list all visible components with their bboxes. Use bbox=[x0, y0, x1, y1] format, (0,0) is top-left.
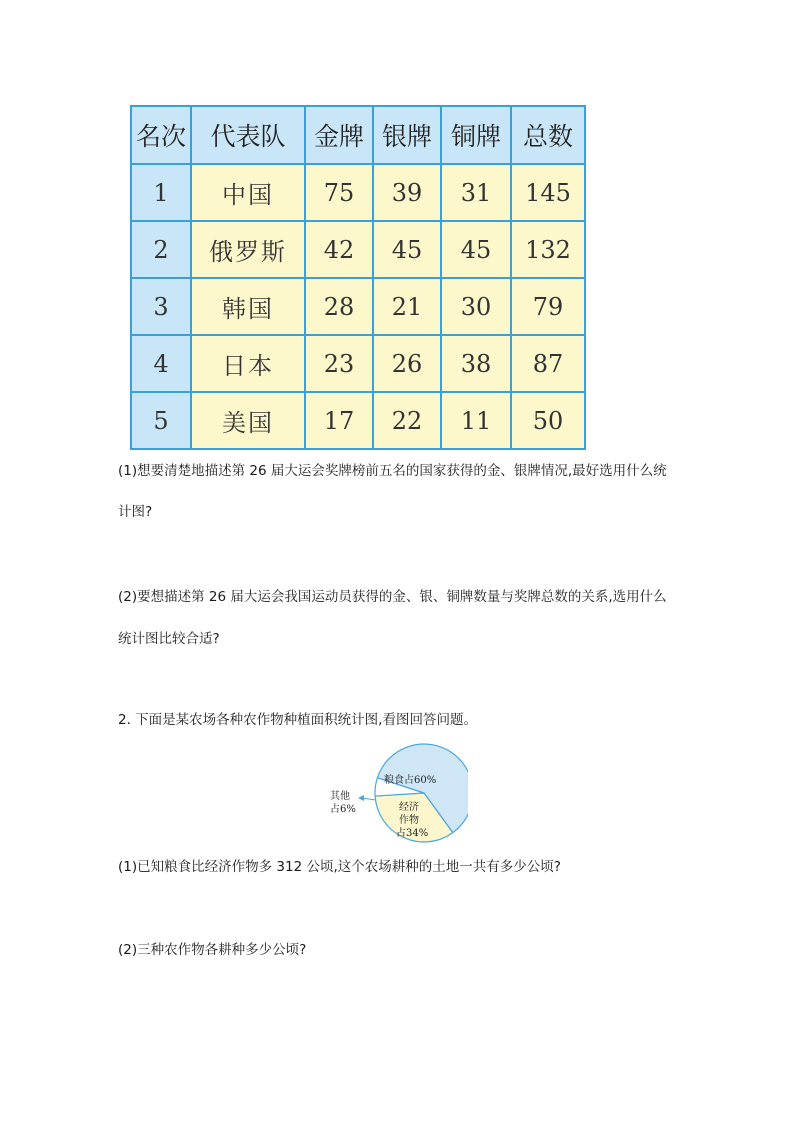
table-row bbox=[131, 392, 585, 449]
q2-title: 2. 下面是某农场各种农作物种植面积统计图,看图回答问题。 bbox=[118, 712, 477, 728]
q2-part1: (1)已知粮食比经济作物多 312 公顷,这个农场耕种的土地一共有多少公顷? bbox=[118, 859, 561, 875]
team-cell: 俄罗斯 bbox=[191, 221, 305, 278]
bronze-cell: 30 bbox=[441, 278, 511, 335]
pie-label-econ-2: 作物 bbox=[399, 815, 419, 826]
header-rank: 名次 bbox=[131, 106, 191, 164]
other-pointer-line bbox=[362, 798, 376, 800]
gold-cell: 17 bbox=[305, 392, 373, 449]
silver-cell: 39 bbox=[373, 164, 441, 221]
header-bronze: 铜牌 bbox=[441, 106, 511, 164]
q2-part2: (2)三种农作物各耕种多少公顷? bbox=[118, 942, 307, 958]
medal-table bbox=[130, 105, 586, 450]
rank-cell: 3 bbox=[131, 278, 191, 335]
bronze-cell: 31 bbox=[441, 164, 511, 221]
table-row bbox=[131, 278, 585, 335]
bronze-cell: 38 bbox=[441, 335, 511, 392]
q1-part1-line1: (1)想要清楚地描述第 26 届大运会奖牌榜前五名的国家获得的金、银牌情况,最好选用什么统 bbox=[118, 463, 667, 479]
total-cell: 145 bbox=[511, 164, 585, 221]
silver-cell: 21 bbox=[373, 278, 441, 335]
silver-cell: 45 bbox=[373, 221, 441, 278]
silver-cell: 22 bbox=[373, 392, 441, 449]
pie-label-other-2: 占6% bbox=[330, 804, 356, 815]
rank-cell: 1 bbox=[131, 164, 191, 221]
total-cell: 132 bbox=[511, 221, 585, 278]
table-header-row bbox=[131, 106, 585, 164]
q1-part1-line2: 计图? bbox=[118, 504, 153, 520]
team-cell: 美国 bbox=[191, 392, 305, 449]
pie-label-grain: 粮食占60% bbox=[384, 775, 437, 786]
team-cell: 日本 bbox=[191, 335, 305, 392]
gold-cell: 23 bbox=[305, 335, 373, 392]
pie-svg bbox=[318, 740, 468, 846]
gold-cell: 28 bbox=[305, 278, 373, 335]
team-cell: 韩国 bbox=[191, 278, 305, 335]
gold-cell: 75 bbox=[305, 164, 373, 221]
q1-part2-line2: 统计图比较合适? bbox=[118, 631, 220, 647]
rank-cell: 5 bbox=[131, 392, 191, 449]
header-silver: 银牌 bbox=[373, 106, 441, 164]
pie-label-other-1: 其他 bbox=[330, 791, 350, 802]
table-row bbox=[131, 164, 585, 221]
team-cell: 中国 bbox=[191, 164, 305, 221]
bronze-cell: 11 bbox=[441, 392, 511, 449]
header-total: 总数 bbox=[511, 106, 585, 164]
rank-cell: 4 bbox=[131, 335, 191, 392]
pie-label-econ-3: 占34% bbox=[396, 828, 429, 839]
bronze-cell: 45 bbox=[441, 221, 511, 278]
total-cell: 50 bbox=[511, 392, 585, 449]
total-cell: 79 bbox=[511, 278, 585, 335]
header-team: 代表队 bbox=[191, 106, 305, 164]
gold-cell: 42 bbox=[305, 221, 373, 278]
rank-cell: 2 bbox=[131, 221, 191, 278]
crop-pie-chart bbox=[318, 740, 468, 846]
table-row bbox=[131, 221, 585, 278]
header-gold: 金牌 bbox=[305, 106, 373, 164]
pie-label-econ-1: 经济 bbox=[399, 802, 419, 813]
table-row bbox=[131, 335, 585, 392]
silver-cell: 26 bbox=[373, 335, 441, 392]
total-cell: 87 bbox=[511, 335, 585, 392]
other-pointer-arrow bbox=[358, 795, 364, 801]
q1-part2-line1: (2)要想描述第 26 届大运会我国运动员获得的金、银、铜牌数量与奖牌总数的关系,选用什么 bbox=[118, 589, 667, 605]
